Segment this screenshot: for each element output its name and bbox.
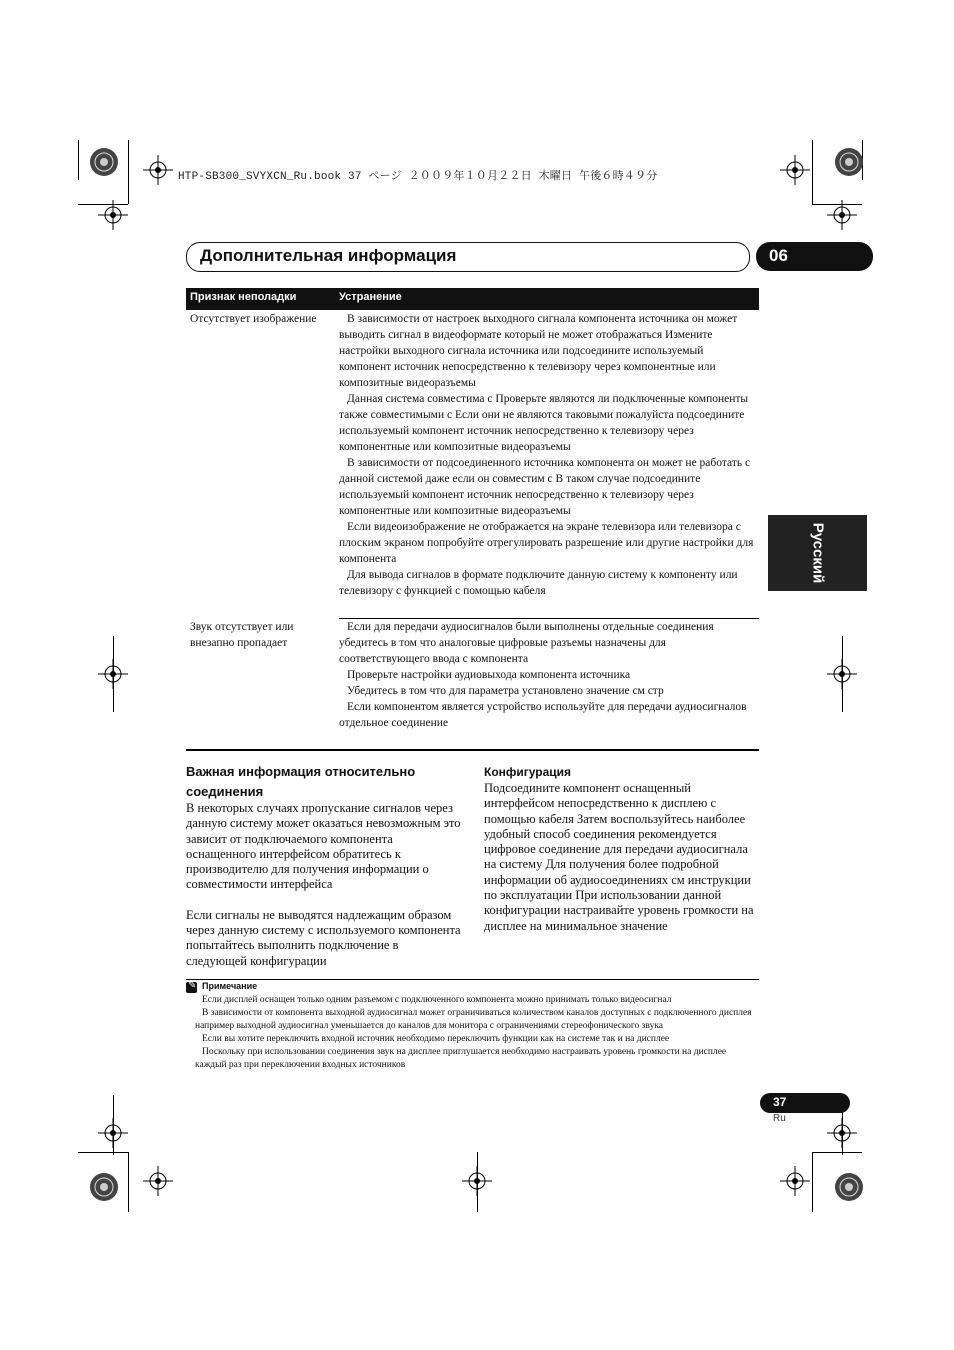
note-item: В зависимости от компонента выходной аудиосигнал может ограничиваться количеством каналов доступных с подключенного дисплея например выходной аудиосигнал уменьшается до каналов для монитора с ограничениями стереофонического звука	[195, 1008, 752, 1031]
crosshair-icon	[98, 659, 128, 689]
column-header-symptom: Признак неполадки	[190, 291, 297, 303]
configuration-body: Подсоедините компонент оснащенный интерфейсом непосредственно к дисплею с помощью кабеля Затем воспользуйтесь наиболее удобный способ соединения рекомендуется цифровое соединение для передачи аудиосигнала на систему Для получения более подробной информации об аудиосоединениях см инструкции по эксплуатации При использовании данной конфигурации настраивайте уровень громкости на дисплее на минимальное значение	[484, 781, 754, 933]
paragraph: В некоторых случаях пропускание сигналов через данную систему может оказаться невозможным это зависит от подключаемого компонента оснащенного интерфейсом обратитесь к производителю для получения информации о совместимости интерфейса	[186, 801, 461, 892]
note-list	[195, 994, 760, 1072]
configuration-heading: Конфигурация	[484, 765, 572, 779]
crosshair-icon	[780, 1166, 810, 1196]
table-row-remedies	[339, 619, 755, 731]
crosshair-icon	[143, 1166, 173, 1196]
crosshair-icon	[143, 155, 173, 185]
registration-wheel-icon	[834, 147, 864, 177]
section-title: Дополнительная информация	[200, 246, 457, 265]
crosshair-icon	[827, 1118, 857, 1148]
page-number-tab	[760, 1093, 850, 1113]
crosshair-icon	[98, 1118, 128, 1148]
crosshair-icon	[462, 1166, 492, 1196]
remedy-item: В зависимости от настроек выходного сигнала компонента источника он может выводить сигнал в видеоформате который не может отображаться Измените настройки выходного сигнала источника или подсоедините используемый компонент источник непосредственно к телевизору через компонентные или композитные видеоразъемы	[339, 313, 738, 389]
remedy-item: В зависимости от подсоединенного источника компонента он может не работать с данной системой даже если он совместим с В таком случае подсоедините используемый компонент источник непосредственно к телевизору через компонентные или композитные видеоразъемы	[339, 457, 751, 517]
page-language-code: Ru	[773, 1113, 786, 1124]
crosshair-icon	[827, 659, 857, 689]
table-header	[186, 288, 759, 310]
remedy-item: Убедитесь в том что для параметра установлено значение см стр	[347, 685, 664, 697]
note-item: Поскольку при использовании соединения звук на дисплее приглушается необходимо настраивать уровень громкости на дисплее каждый раз при переключении входных источников	[195, 1047, 727, 1070]
remedy-item: Если видеоизображение не отображается на экране телевизора или телевизора с плоским экраном попробуйте отрегулировать разрешение или другие настройки для компонента	[339, 521, 754, 565]
note-pencil-icon: ✎	[188, 980, 197, 991]
paragraph: Если сигналы не выводятся надлежащим образом через данную систему с используемого компонента попытайтесь выполнить подключение в следующей конфигурации	[186, 907, 461, 968]
crosshair-icon	[780, 155, 810, 185]
table-row-remedies	[339, 311, 755, 599]
remedy-item: Данная система совместима с Проверьте являются ли подключенные компоненты также совместимыми с Если они не являются таковыми пожалуйста подсоедините используемый компонент источник непосредственно к телевизору через компонентные или композитные видеоразъемы	[339, 393, 749, 453]
chapter-number-tab	[756, 242, 873, 271]
column-header-remedy: Устранение	[339, 291, 402, 303]
table-row-symptom: Отсутствует изображение	[190, 313, 317, 325]
table-row-symptom: Звук отсутствует или внезапно пропадает	[190, 621, 294, 649]
crosshair-icon	[827, 200, 857, 230]
note-label: Примечание	[202, 981, 258, 991]
note-item: Если вы хотите переключить входной источник необходимо переключить функции как на системе так и на дисплее	[202, 1034, 670, 1044]
registration-wheel-icon	[89, 147, 119, 177]
language-label: Русский	[809, 522, 826, 584]
remedy-item: Проверьте настройки аудиовыхода компонента источника	[347, 669, 631, 681]
table-bottom-rule	[186, 749, 759, 751]
note-divider	[186, 979, 759, 980]
book-file-meta: HTP-SB300_SVYXCN_Ru.book 37 ページ ２００９年１０月２２日 木曜日 午後６時４９分	[178, 171, 658, 183]
registration-wheel-icon	[834, 1172, 864, 1202]
remedy-item: Если для передачи аудиосигналов были выполнены отдельные соединения убедитесь в том что аналоговые цифровые разъемы назначены для соответствующего ввода с компонента	[339, 621, 714, 665]
remedy-item: Если компонентом является устройство используйте для передачи аудиосигналов отдельное соединение	[339, 701, 747, 729]
chapter-number: 06	[769, 246, 788, 265]
language-tab	[768, 515, 867, 591]
page-number: 37	[773, 1095, 787, 1109]
crosshair-icon	[98, 200, 128, 230]
remedy-item: Для вывода сигналов в формате подключите данную систему к компоненту или телевизору с функцией с помощью кабеля	[339, 569, 738, 597]
connection-info-body	[186, 801, 461, 969]
connection-info-heading: Важная информация относительно соединения	[186, 764, 416, 799]
note-item: Если дисплей оснащен только одним разъемом с подключенного компонента можно принимать только видеосигнал	[202, 995, 672, 1005]
registration-wheel-icon	[89, 1172, 119, 1202]
